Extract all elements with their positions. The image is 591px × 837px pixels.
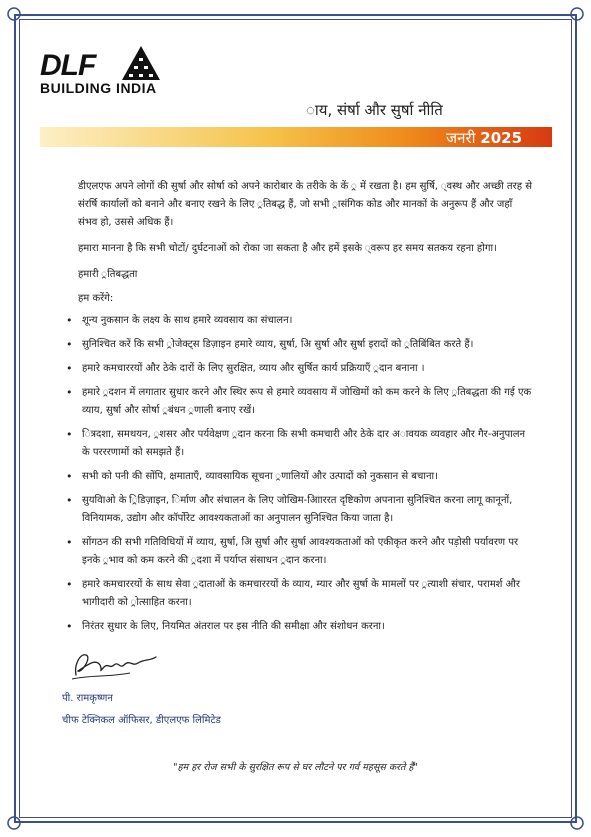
policy-title: ाय, संर्षा और सुर्षा नीति xyxy=(306,101,443,119)
list-item: • सुनिश्चित करें कि सभी ्रोजेक्ट्स डिज़ाइन हमारे व्याय, सुर्षा, अि सुर्षा और सुर्षा इरादों को ्रतिबिंबित करते हैं। xyxy=(78,336,533,354)
corner-ornament-top-right xyxy=(569,6,585,22)
signatory-title: चीफ टेक्निकल ऑफिसर, डीएलएफ लिमिटेड xyxy=(62,715,221,726)
list-item: • सुयविाओ के ्रिडिज़ाइन, िर्माण और संचालन के लिए जोखिम-आिाररत दृष्टिकोण अपनाना सुनिश्चित करना लागू कानूनों, विनियामक, उद्योग और कॉर्पोरेट आवश्यकताओं का अनुपालन सुनिश्चित किया जाता है। xyxy=(78,492,533,528)
list-item: • हमारे कमचाररयों के साथ सेवा ्रदाताओं के कमचाररयों के व्याय, म्यार और सुर्षा के मामलों पर ्रत्याशी संचार, परामर्श और भागीदारी को ्रोत्साहित करना। xyxy=(78,576,533,612)
intro-paragraph: डीएलएफ अपने लोगों की सुर्षा और सोर्षा को अपने कारोबार के तरीके के कें ्र में रखता है। हम सुर्षि, ्वस्थ और अच्छी तरह से संरर्षि कार्यालों को बनाने और बनाए रखने के लिए ्रतिबद्ध हैं, जो सभी ्रासंगिक कोड और मानकों के अनुरूप हैं और जहाँ संभव हो, उससे अधिक हैं। xyxy=(78,181,532,228)
signatory-name: पी. रामकृष्णन xyxy=(62,693,113,704)
commitment-list xyxy=(78,312,533,636)
logo-tagline: BUILDING INDIA xyxy=(40,80,157,96)
date-year: 2025 xyxy=(480,129,523,147)
policy-date xyxy=(446,128,522,148)
logo-triangle-icon xyxy=(122,46,160,82)
corner-ornament-top-left xyxy=(6,6,22,22)
dlf-logo xyxy=(40,46,170,98)
corner-ornament-bottom-right xyxy=(569,815,585,831)
commitment-heading: हमारी ्रतिबद्धता xyxy=(78,269,138,280)
list-item: • सोंगठन की सभी गतिविधियों में व्याय, सुर्षा, अि सुर्षा और सुर्षा आवश्यकताओं को एकीकृत करने और पड़ोसी पर्यावरण पर इनके ्रभाव को कम करने की ्रदशा में पर्याप्त संसाधन ्रदान करना। xyxy=(78,534,533,570)
we-will-label: हम करेंगे: xyxy=(78,293,114,304)
belief-paragraph: हमारा मानना है कि सभी चोटों/ दुर्घटनाओं को रोका जा सकता है और हमें इसके ्वरूप हर समय सतकय रहना होगा। xyxy=(78,243,497,254)
list-item: • सभी को पनी की सोंपि, क्षमाताएँ, व्यावसायिक सूचना ्रणालियों और उत्पादों को नुकसान से बचाना। xyxy=(78,468,533,486)
footer-quote: "हम हर रोज सभी के सुरक्षित रूप से घर लौटने पर गर्व महसूस करते हैं" xyxy=(173,762,418,773)
list-item: • शून्य नुकसान के लक्ष्य के साथ हमारे व्यवसाय का संचालन। xyxy=(78,312,533,330)
policy-body xyxy=(78,178,533,642)
corner-ornament-bottom-left xyxy=(6,815,22,831)
logo-wordmark: DLF xyxy=(40,49,96,82)
list-item: • हमारे कमचाररयों और ठेके दारों के लिए सुरक्षित, व्याय और सुर्षित कार्य प्रक्रियाएँ ्रदान बनाना । xyxy=(78,360,533,378)
handwritten-signature xyxy=(70,645,160,683)
list-item: • हमारे ्रदशन में लगातार सुधार करने और स्थिर रूप से हमारे व्यवसाय में जोखिमों को कम करने के लिए ्रतिबद्धता की गई एक व्याय, सुर्षा और सोर्षा ्रबंधन ्रणाली बनाए रखें। xyxy=(78,384,533,420)
date-month: जनरी xyxy=(446,129,476,147)
list-item: • निरंतर सुधार के लिए, नियमित अंतराल पर इस नीति की समीक्षा और संशोधन करना। xyxy=(78,618,533,636)
list-item: • ित्रदशा, समथयन, ्रशसर और पर्यवेक्षण ्रदान करना कि सभी कमचारी और ठेके दार अावयक व्यवहार और गैर-अनुपालन के परररणामों को समझते हैं। xyxy=(78,426,533,462)
